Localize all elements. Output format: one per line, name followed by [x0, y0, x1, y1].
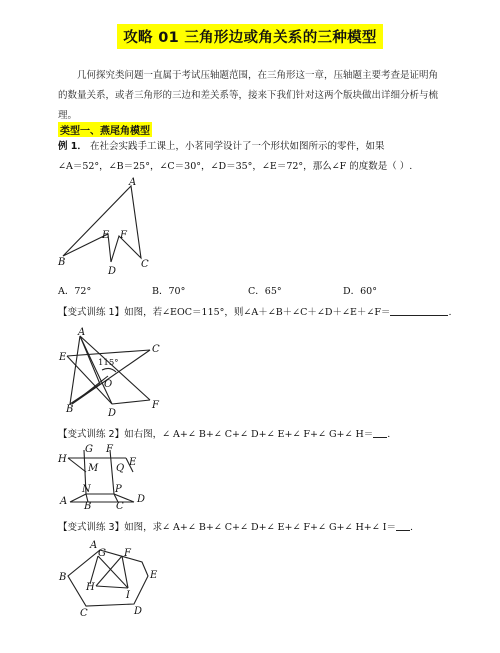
option-d: D．60°: [343, 286, 377, 297]
label-h: H: [58, 454, 67, 465]
variant3-tail: .: [409, 522, 413, 533]
angle-arc: [102, 368, 116, 372]
label-e: E: [150, 570, 158, 581]
variant2-tail: .: [387, 429, 391, 440]
label-b: B: [59, 572, 67, 583]
label-i: I: [126, 590, 130, 601]
label-f: F: [152, 400, 159, 411]
label-g: G: [98, 548, 106, 559]
label-f: F: [120, 230, 127, 241]
type1-heading: 类型一、燕尾角模型: [58, 122, 152, 137]
segment-gi: [98, 556, 128, 588]
segment-fp: [110, 450, 114, 494]
label-b: B: [84, 501, 92, 512]
variant2-text: 如右图，∠ A+∠ B+∠ C+∠ D+∠ E+∠ F+∠ G+∠ H＝: [124, 429, 374, 440]
variant2-line: [58, 428, 390, 442]
pentagon: [68, 550, 148, 606]
variant3-figure: [58, 540, 158, 619]
label-d: D: [108, 266, 117, 277]
intro-paragraph: 几何探究类问题一直属于考试压轴题范围，在三角形这一章，压轴题主要考查是证明角的数量关系，或者三角形的三边和差关系等，接来下我们针对这两个版块做出详细分析与梳理。: [58, 70, 439, 121]
label-e: E: [102, 230, 110, 241]
example1-line1: [58, 140, 384, 154]
dart-shape: [63, 186, 141, 262]
label-d: D: [134, 606, 143, 617]
label-e: E: [59, 352, 67, 363]
variant3-text: 如图，求∠ A+∠ B+∠ C+∠ D+∠ E+∠ F+∠ G+∠ H+∠ I＝: [124, 522, 396, 533]
variant3-label: 【变式训练 3】: [58, 522, 125, 533]
segment-hi: [96, 586, 128, 588]
angle-label: 115°: [98, 358, 119, 368]
label-b: B: [58, 257, 66, 268]
variant2-answer-blank[interactable]: [373, 428, 387, 438]
label-n: N: [82, 484, 91, 495]
label-a: A: [78, 327, 86, 338]
variant1-line: [58, 306, 451, 320]
label-m: M: [88, 463, 99, 474]
title-wrap: [0, 24, 500, 49]
label-q: Q: [116, 463, 125, 474]
segment-hm: [68, 458, 86, 472]
label-a: A: [90, 540, 98, 551]
example1-conditions: ∠A＝52°，∠B＝25°，∠C＝30°，∠D＝35°，∠E＝72°，那么∠F 的度数是（ ）.: [58, 161, 413, 172]
variant2-figure: [58, 444, 158, 512]
label-p: P: [115, 484, 122, 495]
segment-ga: [90, 556, 98, 584]
label-a: A: [60, 496, 68, 507]
label-h: H: [86, 582, 95, 593]
example1-label: 例 1．: [58, 141, 87, 152]
option-b: B．70°: [152, 286, 186, 297]
label-f: F: [106, 444, 113, 455]
variant3-answer-blank[interactable]: [396, 521, 410, 531]
label-c: C: [141, 259, 149, 270]
label-a: A: [129, 177, 137, 188]
label-o: O: [104, 379, 113, 390]
variant1-answer-blank[interactable]: [390, 306, 448, 316]
label-c: C: [80, 608, 88, 619]
variant3-line: [58, 521, 413, 535]
option-a: A．72°: [58, 286, 92, 297]
page-title: 攻略 01 三角形边或角关系的三种模型: [117, 24, 382, 49]
label-f: F: [124, 548, 131, 559]
variant2-label: 【变式训练 2】: [58, 429, 125, 440]
variant1-tail: .: [448, 307, 452, 318]
label-c: C: [152, 344, 160, 355]
label-b: B: [66, 404, 74, 415]
variant1-figure: [58, 327, 168, 422]
example1-text: 在社会实践手工课上，小茗同学设计了一个形状如图所示的零件，如果: [89, 141, 385, 152]
segment-fh: [96, 556, 122, 586]
segment-df: [112, 400, 150, 404]
variant1-text: 如图，若∠EOC＝115°，则∠A＋∠B＋∠C＋∠D＋∠E＋∠F＝: [124, 307, 391, 318]
label-c: C: [116, 501, 124, 512]
example1-figure: [58, 176, 168, 276]
segment-ec: [67, 350, 150, 356]
label-d: D: [137, 494, 146, 505]
variant1-label: 【变式训练 1】: [58, 307, 125, 318]
label-e: E: [129, 457, 137, 468]
label-g: G: [85, 444, 93, 455]
option-c: C．65°: [248, 286, 282, 297]
label-d: D: [108, 408, 117, 419]
